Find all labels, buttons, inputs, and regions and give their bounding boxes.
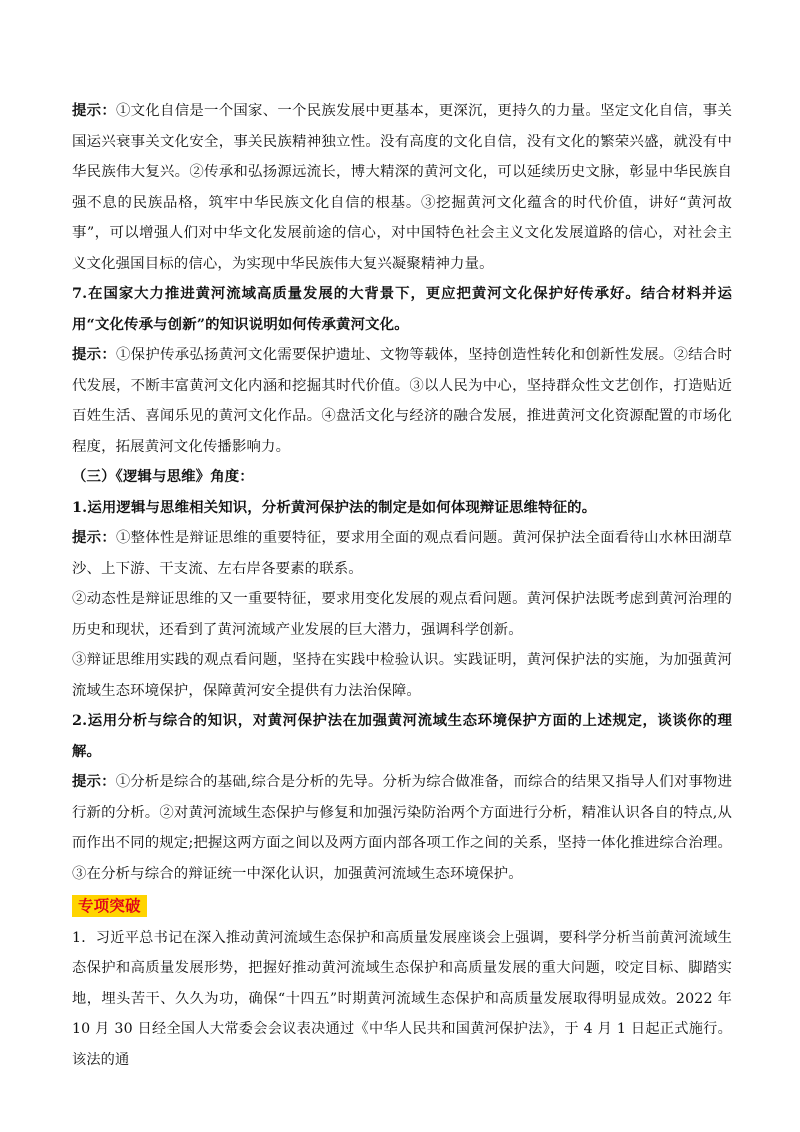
hint-paragraph-7: [72, 340, 732, 462]
section-heading-logic-thinking: （三）《逻辑与思维》角度：: [72, 468, 254, 485]
hint-paragraph-logic-2: [72, 767, 732, 889]
special-breakthrough-heading: 专项突破: [72, 895, 147, 917]
hint-text: ①保护传承弘扬黄河文化需要保护遗址、文物等载体，坚持创造性转化和创新性发展。②结合时代发展，不断丰富黄河文化内涵和挖掘其时代价值。③以人民为中心，坚持群众性文艺创作，打造贴近百姓生活、喜闻乐见的黄河文化作品。④盘活文化与经济的融合发展，推进黄河文化资源配置的市场化程度，拓展黄河文化传播影响力。: [72, 347, 732, 455]
question-7: 7.在国家大力推进黄河流域高质量发展的大背景下，更应把黄河文化保护好传承好。结合材料并运用“文化传承与创新”的知识说明如何传承黄河文化。: [72, 285, 732, 333]
hint-paragraph-logic-1-part2: ②动态性是辩证思维的又一重要特征，要求用变化发展的观点看问题。黄河保护法既考虑到黄河治理的历史和现状，还看到了黄河流域产业发展的巨大潜力，强调科学创新。: [72, 591, 732, 638]
hint-label: 提示：: [72, 773, 116, 790]
hint-paragraph-1: [72, 96, 732, 279]
question-logic-1: 1.运用逻辑与思维相关知识，分析黄河保护法的制定是如何体现辩证思维特征的。: [72, 498, 597, 516]
hint-text: ①分析是综合的基础,综合是分析的先导。分析为综合做准备，而综合的结果又指导人们对事物进行新的分析。②对黄河流域生态保护与修复和加强污染防治两个方面进行分析，精准认识各自的特点,从而作出不同的规定;把握这两方面之间以及两方面内部各项工作之间的关系，坚持一体化推进综合治理。③在分析与综合的辩证统一中深化认识，加强黄河流域生态环境保护。: [72, 774, 732, 882]
hint-label: 提示：: [72, 346, 117, 363]
question-logic-2: 2.运用分析与综合的知识，对黄河保护法在加强黄河流域生态环境保护方面的上述规定，谈谈你的理解。: [72, 712, 732, 760]
hint-label: 提示：: [72, 529, 117, 546]
special-question-1: 1．习近平总书记在深入推动黄河流域生态保护和高质量发展座谈会上强调，要科学分析当前黄河流域生态保护和高质量发展形势，把握好推动黄河流域生态保护和高质量发展的重大问题，咬定目标、脚踏实地，埋头苦干、久久为功，确保“十四五”时期黄河流域生态保护和高质量发展取得明显成效。2022 年 10 月 30 日经全国人大常委会会议表决通过《中华人民共和国黄河保护法》，于 4 月 1 日起正式施行。该法的通: [72, 929, 732, 1068]
hint-text: ①整体性是辩证思维的重要特征，要求用全面的观点看问题。黄河保护法全面看待山水林田湖草沙、上下游、干支流、左右岸各要素的联系。: [72, 530, 732, 577]
special-heading-row: [72, 889, 732, 923]
hint-paragraph-logic-1-part3: ③辩证思维用实践的观点看问题，坚持在实践中检验认识。实践证明，黄河保护法的实施，为加强黄河流域生态环境保护，保障黄河安全提供有力法治保障。: [72, 652, 732, 699]
document-content: [72, 96, 732, 1075]
hint-paragraph-logic-1: [72, 523, 732, 584]
hint-text: ①文化自信是一个国家、一个民族发展中更基本，更深沉，更持久的力量。坚定文化自信，事关国运兴衰事关文化安全，事关民族精神独立性。没有高度的文化自信，没有文化的繁荣兴盛，就没有中华民族伟大复兴。②传承和弘扬源远流长，博大精深的黄河文化，可以延续历史文脉，彰显中华民族自强不息的民族品格，筑牢中华民族文化自信的根基。③挖掘黄河文化蕴含的时代价值，讲好“黄河故事”，可以增强人们对中华文化发展前途的信心，对中国特色社会主义文化发展道路的信心，对社会主义文化强国目标的信心，为实现中华民族伟大复兴凝聚精神力量。: [72, 103, 732, 272]
hint-label: 提示：: [72, 102, 117, 119]
